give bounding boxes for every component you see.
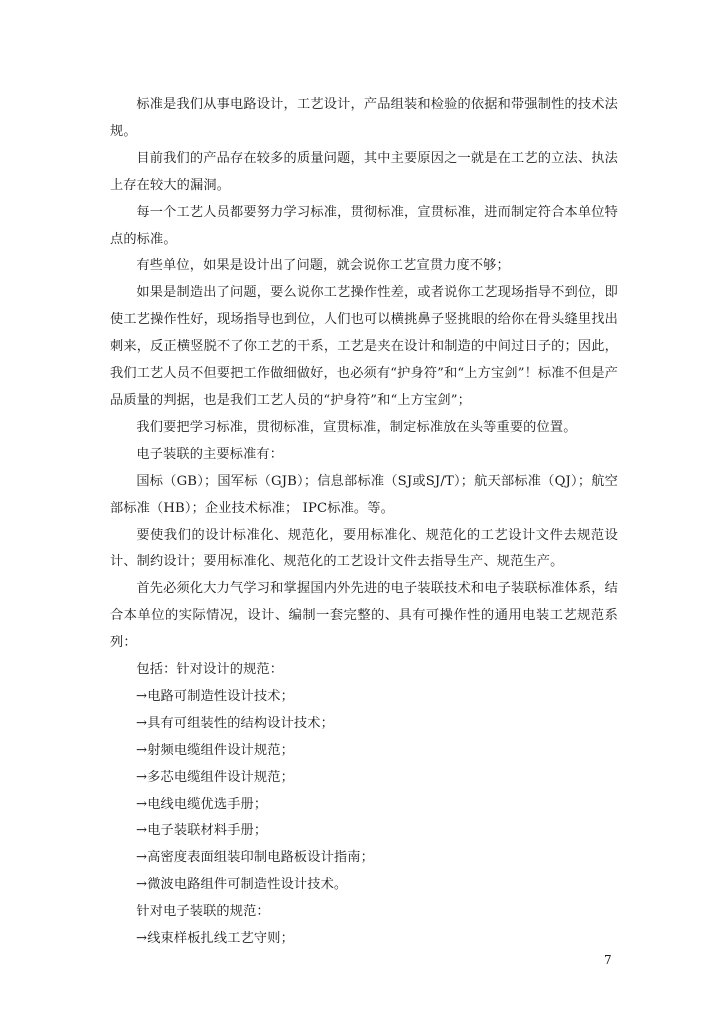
list-item: →微波电路组件可制造性设计技术。 [136,877,348,893]
design-specs-list [110,684,618,899]
list-item: →具有可组装性的结构设计技术； [136,715,334,731]
paragraph-standards-list: 国标（GB）；国军标（GJB）；信息部标准（SJ或SJ/T）；航天部标准（QJ）；航空部标准（HB）；企业技术标准； IPC标准。等。 [110,473,618,516]
assembly-specs-heading: 针对电子装联的规范： [136,904,270,920]
paragraph-priority: 我们要把学习标准，贯彻标准，宣贯标准，制定标准放在头等重要的位置。 [136,419,577,435]
paragraph-standards-intro: 标准是我们从事电路设计，工艺设计，产品组装和检验的依据和带强制性的技术法规。 [110,97,618,139]
paragraph-manufacturing-problems: 如果是制造出了问题，要么说你工艺操作性差，或者说你工艺现场指导不到位，即使工艺操作性好，现场指导也到位，人们也可以横挑鼻子竖挑眼的给你在骨头缝里找出刺来，反正横竖脱不了你工艺的干系，工艺是夹在设计和制造的中间过日子的；因此，我们工艺人员不但要把工作做细做好，也必须有“护身符”和“上方宝剑”！标准不但是产品质量的判据，也是我们工艺人员的“护身符”和“上方宝剑”； [110,285,618,408]
paragraph-design-problems: 有些单位，如果是设计出了问题，就会说你工艺宣贯力度不够； [136,258,510,274]
paragraph-learn-advanced: 首先必须化大力气学习和掌握国内外先进的电子装联技术和电子装联标准体系，结合本单位的实际情况，设计、编制一套完整的、具有可操作性的通用电装工艺规范系列： [110,581,618,651]
list-item: →电线电缆优选手册； [136,796,268,812]
paragraph-main-standards-heading: 电子装联的主要标准有： [136,446,284,462]
list-item: →电路可制造性设计技术； [136,688,294,704]
list-item: →线束样板扎线工艺守则； [136,931,294,947]
paragraph-quality-problems: 目前我们的产品存在较多的质量问题，其中主要原因之一就是在工艺的立法、执法上存在较大的漏洞。 [110,150,618,193]
paragraph-design-specs-heading: 包括：针对设计的规范： [136,662,284,678]
body-text [110,92,618,953]
list-item: →射频电缆组件设计规范； [136,742,294,758]
assembly-specs-list [110,926,618,953]
list-item: →多芯电缆组件设计规范； [136,769,294,785]
paragraph-standardize-design: 要使我们的设计标准化、规范化，要用标准化、规范化的工艺设计文件去规范设计、制约设计；要用标准化、规范化的工艺设计文件去指导生产、规范生产。 [110,527,618,570]
paragraph-study-standards: 每一个工艺人员都要努力学习标准，贯彻标准，宣贯标准，进而制定符合本单位特点的标准。 [110,204,618,247]
page-number: 7 [604,953,612,967]
list-item: →高密度表面组装印制电路板设计指南； [136,850,374,866]
list-item: →电子装联材料手册； [136,823,268,839]
